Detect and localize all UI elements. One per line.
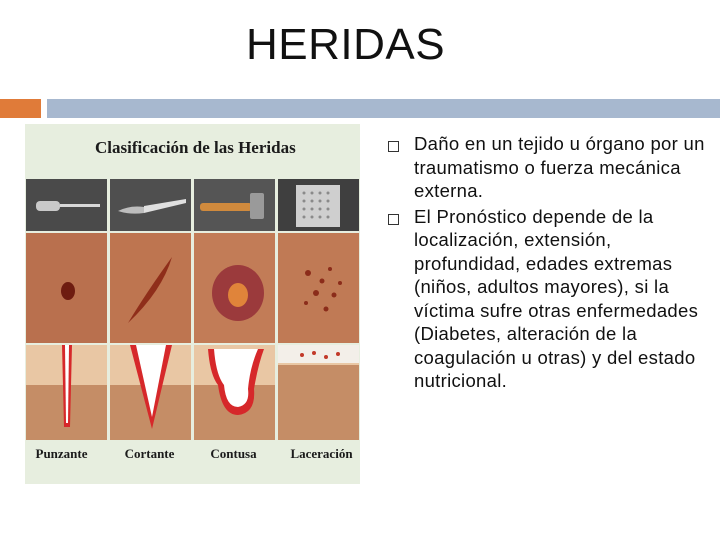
contused-cross-section [194, 345, 275, 440]
screwdriver-icon [26, 179, 107, 231]
label-contusa: Contusa [210, 446, 257, 461]
skin-wounds-row [25, 233, 360, 343]
tools-row [25, 179, 360, 231]
cross-section-row [25, 345, 360, 440]
bullet-list [388, 132, 708, 395]
title-accent-bar [0, 99, 41, 118]
slide-title: HERIDAS [246, 20, 446, 69]
grater-icon [278, 179, 359, 231]
knife-icon [110, 179, 191, 231]
lacerated-cross-section [278, 345, 359, 440]
incised-cross-section [110, 345, 191, 440]
figure-labels-row [25, 442, 360, 472]
wound-classification-figure [25, 124, 360, 484]
bullet-text: Daño en un tejido u órgano por un traumatismo o fuerza mecánica externa. [414, 133, 705, 201]
square-bullet-icon [388, 214, 399, 225]
label-laceracion: Laceración [290, 446, 353, 461]
incised-wound-image [110, 233, 191, 343]
bullet-item [388, 205, 708, 393]
puncture-cross-section [26, 345, 107, 440]
bullet-text: El Pronóstico depende de la localización, extensión, profundidad, edades extremas (niños, adultos mayores), si la víctima sufre otras enfermedades (Diabetes, alteración de la coagulación u otras) y del estado nutricional. [414, 205, 699, 391]
square-bullet-icon [388, 141, 399, 152]
figure-title: Clasificación de las Heridas [95, 138, 296, 157]
contused-wound-image [194, 233, 275, 343]
label-punzante: Punzante [35, 446, 88, 461]
title-divider-bar [47, 99, 720, 118]
bullet-item [388, 132, 708, 203]
label-cortante: Cortante [124, 446, 175, 461]
puncture-wound-image [26, 233, 107, 343]
hammer-icon [194, 179, 275, 231]
lacerated-wound-image [278, 233, 359, 343]
